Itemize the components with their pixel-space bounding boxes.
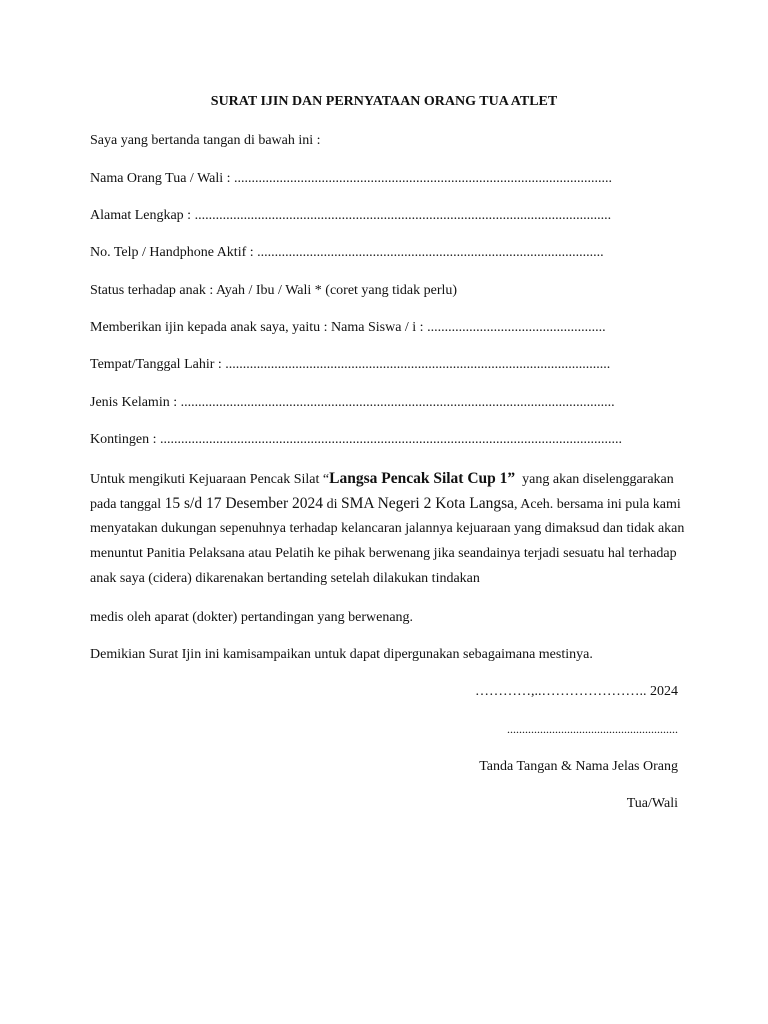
body-text: di	[323, 497, 341, 512]
field-birth: Tempat/Tanggal Lahir : ..............................................................................................................	[90, 357, 611, 372]
field-contingent: Kontingen : ....................................................................................................................................	[90, 432, 622, 447]
signature-line: .........................................................	[507, 722, 678, 736]
date-line: …………,..………………….. 2024	[475, 684, 678, 699]
field-parent-name: Nama Orang Tua / Wali : ............................................................................................................	[90, 171, 613, 186]
event-name: Langsa Pencak Silat Cup 1”	[329, 470, 516, 487]
body-paragraph	[90, 466, 690, 591]
field-student-name: Memberikan ijin kepada anak saya, yaitu : Nama Siswa / i : ...................................................	[90, 320, 606, 335]
body-line-5: anak saya (cidera) dikarenakan bertanding setelah dilakukan tindakan	[90, 571, 480, 586]
signature-label-2: Tua/Wali	[626, 796, 678, 811]
body-text: Untuk mengikuti Kejuaraan Pencak Silat “	[90, 472, 330, 487]
event-dates: 15 s/d 17 Desember 2024	[164, 495, 324, 512]
body-text: pada tanggal	[90, 497, 165, 512]
field-phone: No. Telp / Handphone Aktif : ...................................................................................................	[90, 245, 604, 260]
body-line-4: menuntut Panitia Pelaksana atau Pelatih ke pihak berwenang jika seandainya terjadi sesuatu hal terhadap	[90, 546, 677, 561]
body-text: , Aceh. bersama ini pula kami	[514, 497, 681, 512]
medis-text: medis oleh aparat (dokter) pertandingan yang berwenang.	[90, 610, 414, 625]
closing-text: Demikian Surat Ijin ini kamisampaikan untuk dapat dipergunakan sebagaimana mestinya.	[90, 647, 593, 662]
body-text: yang akan diselenggarakan	[522, 472, 674, 487]
field-gender: Jenis Kelamin : ............................................................................................................................	[90, 395, 615, 410]
body-line-1	[90, 466, 690, 491]
intro-text: Saya yang bertanda tangan di bawah ini :	[90, 133, 321, 148]
signature-label: Tanda Tangan & Nama Jelas Orang	[479, 759, 678, 774]
body-line-2	[90, 491, 690, 516]
body-line-3: menyatakan dukungan sepenuhnya terhadap kelancaran jalannya kejuaraan yang dimaksud dan tidak akan	[90, 521, 685, 536]
field-address: Alamat Lengkap : .......................................................................................................................	[90, 208, 612, 223]
event-venue: SMA Negeri 2 Kota Langsa	[340, 495, 515, 512]
field-status: Status terhadap anak : Ayah / Ibu / Wali * (coret yang tidak perlu)	[90, 283, 458, 298]
document-title: SURAT IJIN DAN PERNYATAAN ORANG TUA ATLET	[210, 94, 558, 109]
